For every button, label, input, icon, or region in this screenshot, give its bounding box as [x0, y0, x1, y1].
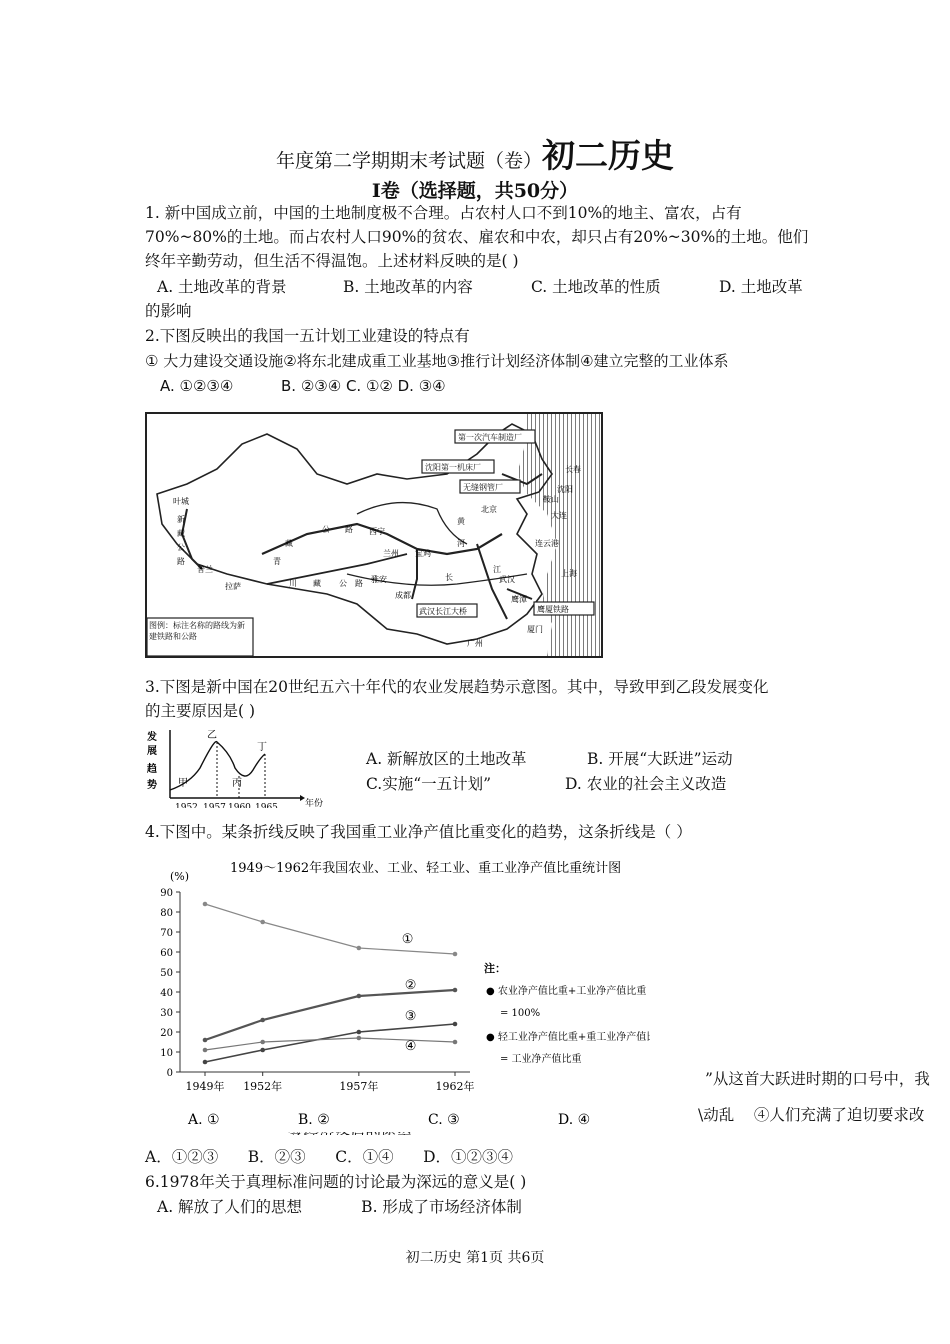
- note-line-2: = 100%: [500, 1008, 541, 1019]
- year-1957: 1957: [203, 803, 226, 808]
- q6-stem: 6.1978年关于真理标准问题的讨论最为深远的意义是( ): [145, 1173, 527, 1191]
- label-lianyungang: 连云港: [535, 539, 559, 548]
- label-huang: 黄: [457, 517, 465, 526]
- xinzang-road: [182, 509, 202, 569]
- data-point: [453, 1022, 458, 1027]
- series-label-3: ③: [404, 1009, 417, 1024]
- data-point: [260, 1048, 265, 1053]
- answer-d: D. ④: [558, 1112, 591, 1128]
- q3-stem-line1: 3.下图是新中国在20世纪五六十年代的农业发展趋势示意图。其中，导致甲到乙段发展变化: [145, 678, 769, 696]
- year-1965: 1965: [255, 803, 278, 808]
- label-changchun: 长春: [565, 465, 581, 474]
- label-zang-region: 藏: [285, 539, 293, 548]
- ylabel-char-2: 展: [147, 746, 157, 757]
- section-title: Ⅰ卷（选择题，共50分）: [371, 180, 579, 202]
- label-lu2: 路: [355, 579, 363, 588]
- label-qing: 青: [273, 557, 281, 566]
- series-label-1: ①: [401, 932, 414, 947]
- data-point: [453, 1040, 458, 1045]
- label-gonglu1: 公: [322, 525, 330, 534]
- label-beijing: 北京: [481, 505, 497, 514]
- q2-options: A. ①②③④ B. ②③④ C. ①② D. ③④: [160, 377, 446, 395]
- y-tick-label: 70: [160, 928, 173, 939]
- data-point: [453, 988, 458, 993]
- y-tick-label: 0: [166, 1068, 173, 1079]
- label-he: 河: [457, 539, 465, 548]
- industry-share-chart: [150, 852, 650, 1132]
- label-chang: 长: [445, 573, 453, 582]
- data-point: [203, 1060, 208, 1065]
- note-line-4: = 工业净产值比重: [500, 1054, 582, 1065]
- q3-option-d: D. 农业的社会主义改造: [565, 775, 727, 793]
- label-jiang: 江: [493, 565, 501, 574]
- data-point: [357, 946, 362, 951]
- label-xining: 西宁: [369, 527, 385, 536]
- label-wuhan: 武汉: [499, 575, 515, 584]
- answer-c: C. ③: [428, 1112, 460, 1128]
- y-tick-label: 60: [160, 948, 173, 959]
- q3-option-b: B. 开展“大跃进”运动: [587, 750, 733, 768]
- label-zang: 藏: [177, 529, 185, 538]
- label-yecheng: 叶城: [173, 497, 189, 506]
- q1-option-d-cont: 的影响: [145, 302, 192, 320]
- series-line-3: [205, 1024, 455, 1062]
- sea-area: [517, 414, 601, 656]
- y-tick-label: 50: [160, 968, 173, 979]
- industry-share-svg: [150, 852, 650, 1132]
- label-baoji: 宝鸡: [415, 549, 431, 558]
- map-legend: 图例：标注名称的路线为新建铁路和公路: [149, 621, 245, 641]
- q3-option-a: A. 新解放区的土地改革: [366, 750, 527, 768]
- q2-items: ① 大力建设交通设施②将东北建成重工业基地③推行计划经济体制④建立完整的工业体系: [145, 352, 729, 370]
- agri-trend-svg: [145, 728, 335, 808]
- series-label-4: ④: [404, 1039, 417, 1054]
- label-anshan-factory: 无缝钢管厂: [463, 483, 503, 492]
- data-point: [357, 1030, 362, 1035]
- seg-bing: 丙: [232, 778, 242, 789]
- seg-jia: 甲: [178, 778, 188, 789]
- q1-line1: 1. 新中国成立前，中国的土地制度极不合理。占农村人口不到10%的地主、富农，占有: [145, 204, 742, 222]
- data-point: [260, 1018, 265, 1023]
- label-yaan: 雅安: [371, 575, 387, 584]
- y-tick-label: 90: [160, 888, 173, 899]
- label-shanghai: 上海: [561, 569, 577, 578]
- page-title: [0, 130, 950, 177]
- label-lasa: 拉萨: [225, 582, 241, 591]
- label-pulan: 普兰: [197, 565, 213, 574]
- q5-right-line1: ”从这首大跃进时期的口号中，我: [705, 1070, 930, 1088]
- data-point: [203, 1048, 208, 1053]
- map-svg: [147, 414, 601, 656]
- ylabel-char-1: 发: [147, 732, 157, 743]
- y-tick-label: 40: [160, 988, 173, 999]
- label-car: 第一次汽车制造厂: [458, 433, 522, 442]
- answer-a: A. ①: [188, 1112, 220, 1128]
- data-point: [357, 994, 362, 999]
- y-tick-label: 30: [160, 1008, 173, 1019]
- label-yingtan: 鹰潭: [511, 595, 527, 604]
- label-zang2: 藏: [313, 579, 321, 588]
- data-point: [357, 1036, 362, 1041]
- label-gong: 公: [177, 543, 185, 552]
- series-label-2: ②: [404, 978, 417, 993]
- label-dalian: 大连: [551, 511, 567, 520]
- china-outline: [157, 424, 552, 644]
- series-line-2: [205, 990, 455, 1040]
- label-lu: 路: [177, 557, 185, 566]
- label-chengdu: 成都: [395, 591, 411, 600]
- label-xin: 新: [177, 515, 185, 524]
- ylabel-char-4: 势: [147, 780, 157, 791]
- q1-option-d: D. 土地改革: [719, 278, 803, 296]
- q1-line2: 70%~80%的土地。而占农村人口90%的贫农、雇农和中农，却只占有20%~30%的土地。他们: [145, 228, 809, 246]
- q3-option-c: C.实施“一五计划”: [366, 775, 492, 793]
- data-point: [453, 952, 458, 957]
- label-guangzhou: 广州: [467, 639, 483, 648]
- y-tick-label: 10: [160, 1048, 173, 1059]
- q6-options: A. 解放了人们的思想 B. 形成了市场经济体制: [157, 1198, 522, 1216]
- year-1952: 1952: [175, 803, 198, 808]
- seg-yi: 乙: [207, 730, 217, 741]
- x-tick-label: 1949年: [185, 1080, 225, 1093]
- page-footer: 初二历史 第1页 共6页: [405, 1250, 545, 1266]
- answer-b: B. ②: [298, 1112, 330, 1128]
- label-gong2: 公: [339, 579, 347, 588]
- title-main: 初二历史: [542, 136, 674, 175]
- note-title: 注：: [484, 962, 506, 975]
- data-point: [203, 902, 208, 907]
- data-point: [260, 1040, 265, 1045]
- agri-xlabel: 年份: [305, 799, 324, 808]
- q1-line3: 终年辛勤劳动，但生活不得温饱。上述材料反映的是( ): [145, 252, 519, 270]
- label-yingxia: 鹰厦铁路: [537, 605, 569, 614]
- chart-title: 1949～1962年我国农业、工业、轻工业、重工业净产值比重统计图: [230, 861, 622, 876]
- q1-option-c: C. 土地改革的性质: [531, 278, 661, 296]
- chart-ylabel: (%): [170, 870, 190, 883]
- label-xiamen: 厦门: [527, 625, 543, 634]
- q5-right-line2: \动乱 ④人们充满了迫切要求改: [698, 1106, 925, 1124]
- note-line-1: ● 农业净产值比重+工业净产值比重: [486, 986, 647, 997]
- q5-options: A．①②③ B．②③ C．①④ D．①②③④: [145, 1148, 514, 1166]
- label-gonglu2: 路: [345, 525, 353, 534]
- x-tick-label: 1952年: [243, 1080, 283, 1093]
- data-point: [203, 1038, 208, 1043]
- series-line-4: [205, 1038, 455, 1050]
- ylabel-char-3: 趋: [147, 764, 157, 775]
- q1-option-a: A. 土地改革的背景: [157, 278, 287, 296]
- agri-trend-chart: [145, 728, 335, 808]
- label-chuan: 川: [289, 579, 297, 588]
- y-tick-label: 20: [160, 1028, 173, 1039]
- title-prefix: 年度第二学期期末考试题（卷）: [275, 150, 542, 172]
- x-tick-label: 1957年: [339, 1080, 379, 1093]
- q3-stem-line2: 的主要原因是( ): [145, 702, 256, 720]
- label-shenyang: 沈阳: [557, 485, 573, 494]
- q2-stem: 2.下图反映出的我国一五计划工业建设的特点有: [145, 327, 470, 345]
- year-1960: 1960: [228, 803, 251, 808]
- note-line-3: ● 轻工业净产值比重+重工业净产值比重: [486, 1032, 650, 1043]
- label-bridge: 武汉长江大桥: [419, 607, 467, 616]
- series-line-1: [205, 904, 455, 954]
- q1-option-b: B. 土地改革的内容: [343, 278, 473, 296]
- seg-ding: 丁: [257, 742, 267, 753]
- data-point: [260, 920, 265, 925]
- label-anshan: 鞍山: [543, 495, 559, 504]
- first-five-year-plan-map: [145, 412, 603, 658]
- x-tick-label: 1962年: [435, 1080, 475, 1093]
- q4-stem: 4.下图中。某条折线反映了我国重工业净产值比重变化的趋势，这条折线是（ ）: [145, 823, 692, 841]
- y-tick-label: 80: [160, 908, 173, 919]
- label-shenyang-factory: 沈阳第一机床厂: [425, 463, 481, 472]
- label-lanzhou: 兰州: [383, 549, 399, 558]
- yellow-river: [357, 503, 467, 544]
